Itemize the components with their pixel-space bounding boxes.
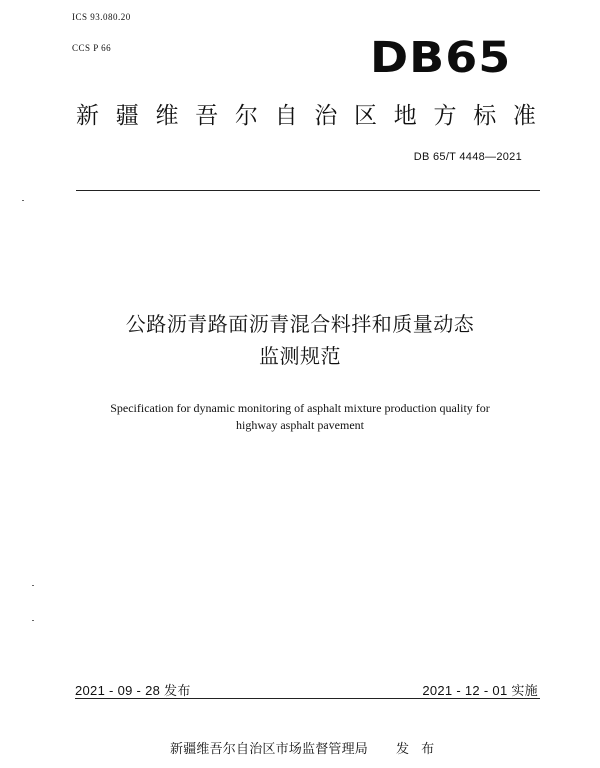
org-title-char: 维 [155,103,179,129]
standard-number: DB 65/T 4448—2021 [413,151,522,163]
org-title-char: 尔 [234,103,258,129]
issuing-authority: 新疆维吾尔自治区市场监督管理局 [170,742,369,757]
org-title-char: 自 [274,103,298,129]
chinese-title-line-1: 公路沥青路面沥青混合料拌和质量动态 [125,312,475,336]
scan-speck [22,200,24,201]
ccs-code: CCS P 66 [72,43,112,53]
org-title-char: 疆 [115,103,139,129]
implementation-date: 2021 - 12 - 01 实施 [422,683,538,698]
org-title-char: 区 [354,103,378,129]
org-title-char: 吾 [195,103,219,129]
chinese-title-line-2: 监测规范 [259,344,341,368]
organization-title [76,101,536,131]
db65-logo: DB65 [370,32,512,82]
english-title-line-1: Specification for dynamic monitoring of asphalt mixture production quality for [110,401,490,415]
scan-speck [32,620,34,621]
issue-date: 2021 - 09 - 28 发布 [75,683,191,698]
org-title-char: 标 [473,103,497,129]
ics-code: ICS 93.080.20 [72,12,131,22]
issue-action: 发 布 [396,742,435,757]
org-title-char: 准 [512,103,536,129]
org-title-char: 治 [314,103,338,129]
top-divider [76,190,540,191]
english-title [0,400,600,434]
bottom-divider [75,698,540,699]
chinese-title [0,308,600,372]
scan-speck [32,585,34,586]
org-title-char: 地 [393,103,417,129]
english-title-line-2: highway asphalt pavement [236,418,364,432]
org-title-char: 新 [76,103,99,129]
org-title-char: 方 [433,103,457,129]
